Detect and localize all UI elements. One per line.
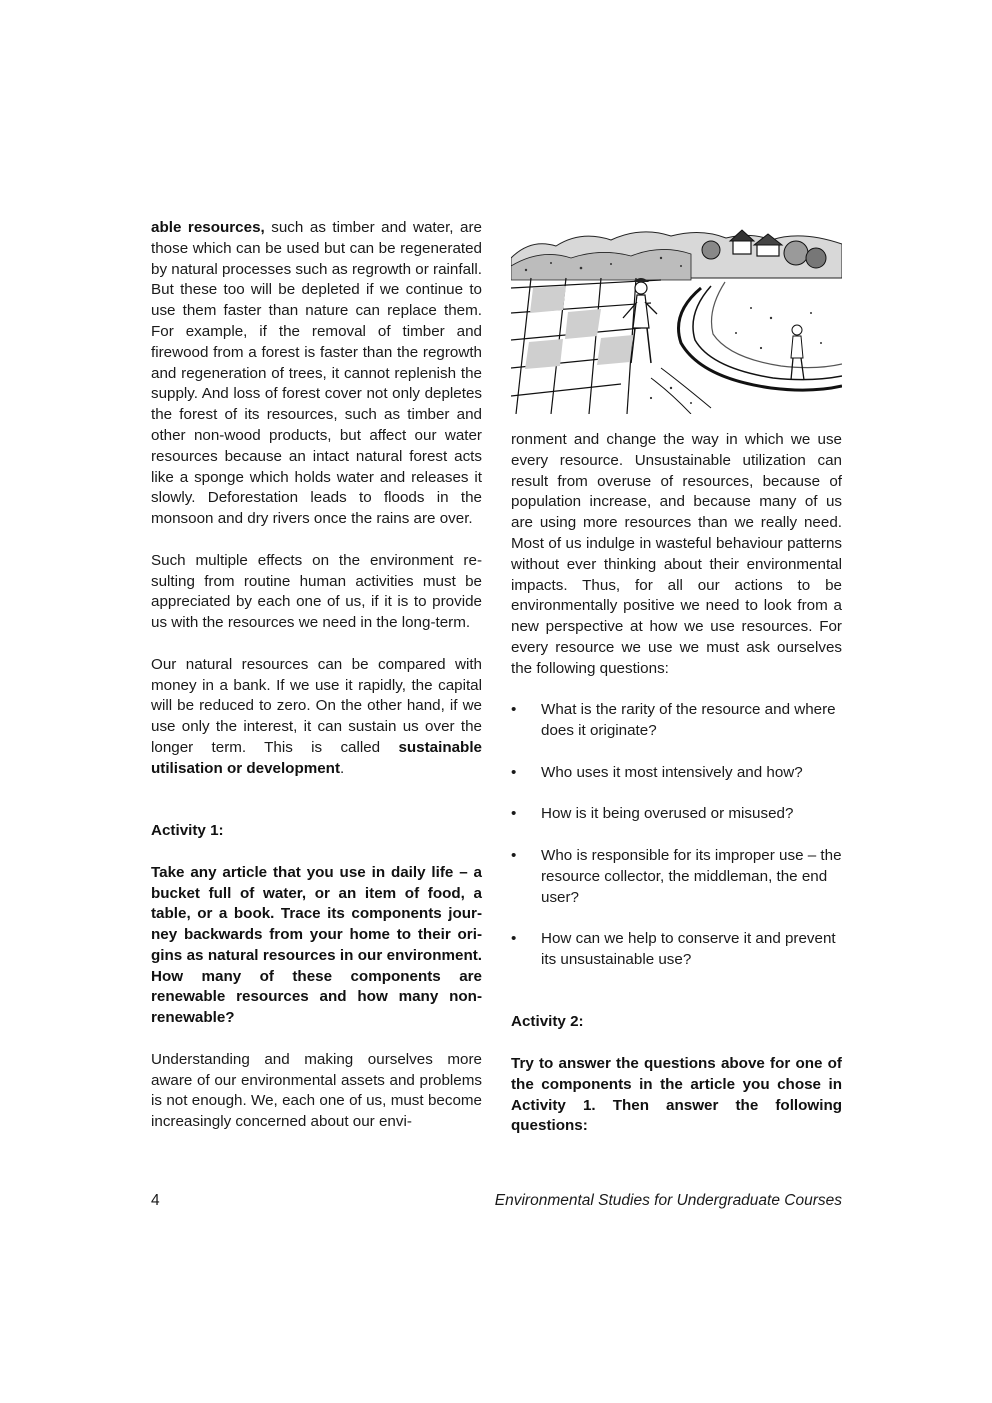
book-title: Environmental Studies for Undergraduate Courses xyxy=(494,1192,842,1209)
right-column xyxy=(511,218,842,1137)
bullet-icon: • xyxy=(511,846,517,864)
questions-list xyxy=(511,700,842,970)
question-text: Who uses it most intensively and how? xyxy=(541,763,803,781)
question-text: How can we help to conserve it and prevent its unsustainable use? xyxy=(541,930,836,968)
question-text: What is the rarity of the resource and where does it originate? xyxy=(541,701,836,740)
activity-1-heading: Activity 1: xyxy=(151,822,224,840)
question-text: How is it being overused or misused? xyxy=(541,805,794,823)
activity-2-body: Try to answer the questions above for one of the components in the article you chose in Activity 1. Then answer the following questions: xyxy=(511,1054,842,1135)
question-text: Who is responsible for its improper use – the resource collector, the middleman, the end user? xyxy=(541,846,842,906)
paragraph-understanding: Understanding and making ourselves more aware of our environmental assets and problems is not enough. We, each one of us, must become increasingly concerned about our envi- xyxy=(151,1050,482,1131)
page-number: 4 xyxy=(151,1192,160,1209)
activity-2-heading: Activity 2: xyxy=(511,1013,584,1031)
paragraph-end: . xyxy=(340,759,345,777)
paragraph-bank-analogy xyxy=(151,655,482,780)
paragraph-renewable-resources xyxy=(151,218,482,530)
list-item xyxy=(511,700,842,742)
farm-landscape-illustration xyxy=(511,218,842,414)
activity-1-body: Take any article that you use in daily life – a bucket full of water, or an item of food, a table, or a book. Trace its components journey backwards from your home to their origins as natural resources in our environment. How many of these components are renewable resources and how many non-renewable? xyxy=(151,863,482,1027)
paragraph-change-resource-use: ronment and change the way in which we use every resource. Unsustainable utilization can result from overuse of resources, because of population increase, and because many of us are using more resources than we really need. Most of us indulge in wasteful behaviour patterns without ever thinking about their environmental impacts. Thus, for all our actions to be environmentally positive we need to look from a new perspective at how we use resources. For every resource we use we must ask ourselves the following questions: xyxy=(511,431,842,677)
bold-term-sustainable: sustainable utilisation or development xyxy=(151,738,482,777)
paragraph-multiple-effects: Such multiple effects on the environment resulting from routine human activities must be appreciated by each one of us, if it is to provide us with the resources we need in the long-term. xyxy=(151,551,482,632)
list-item xyxy=(511,804,842,825)
bullet-icon: • xyxy=(511,930,517,948)
bullet-icon: • xyxy=(511,763,517,781)
bullet-icon: • xyxy=(511,701,517,719)
list-item xyxy=(511,846,842,908)
list-item xyxy=(511,929,842,971)
bullet-icon: • xyxy=(511,805,517,823)
list-item xyxy=(511,763,842,784)
left-column xyxy=(151,218,482,1133)
paragraph-text: such as timber and water, are those which can be used but can be regenerated by natural processes such as regrowth or rainfall. But these too will be depleted if we continue to use them faster than nature can replace them. For example, if the removal of timber and firewood from a forest is faster than the regrowth and regeneration of trees, it cannot replenish the supply. And loss of forest cover not only depletes the forest of its resources, such as timber and other non-wood products, but affect our water resources because an intact natural forest acts like a sponge which holds water and releases it slowly. Deforestation leads to floods in the monsoon and dry rivers once the rains are over. xyxy=(151,219,483,528)
bold-term-renewable: able resources, xyxy=(151,219,265,236)
paragraph-text: Our natural resources can be compared with money in a bank. If we use it rapidly, the capital will be reduced to zero. On the other hand, if we use only the interest, it can sustain us over the longer term. This is called xyxy=(151,655,482,756)
